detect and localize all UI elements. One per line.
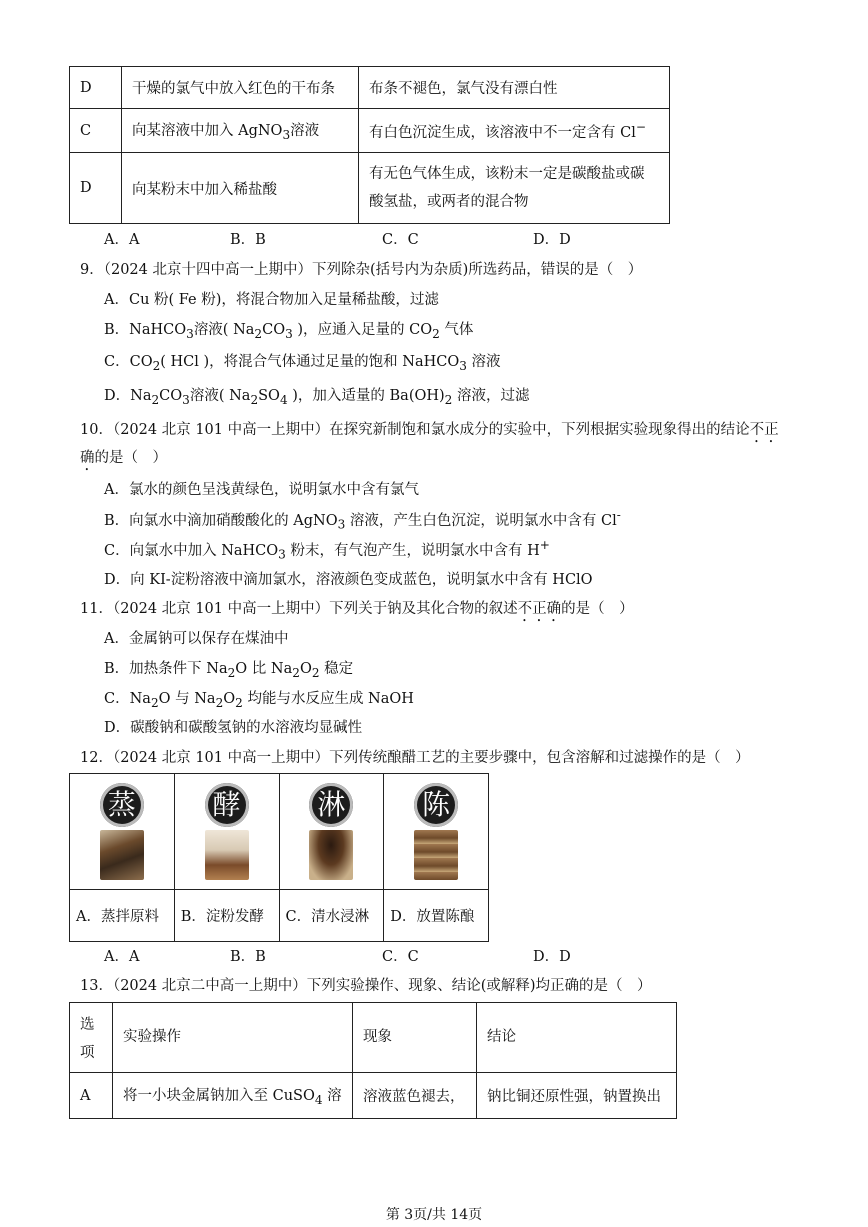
subscript: 4 — [314, 1092, 323, 1107]
text: O — [223, 691, 236, 707]
option-c[interactable]: C．C — [382, 949, 419, 965]
superscript: − — [635, 119, 646, 134]
cell-image — [384, 774, 489, 890]
subscript: 2 — [432, 326, 440, 341]
aging-char-badge: 陈 — [414, 783, 458, 827]
text: C．Na — [104, 691, 151, 707]
table-header-row — [70, 1003, 677, 1073]
text: B．加热条件下 Na — [104, 661, 228, 677]
cell-phenomenon: 溶液蓝色褪去， — [353, 1073, 477, 1119]
text: 将一小块金属钠加入至 CuSO — [123, 1088, 315, 1105]
q9-option-b[interactable] — [104, 318, 473, 341]
subscript: 3 — [278, 547, 286, 562]
q9-option-a[interactable]: A．Cu 粉( Fe 粉)，将混合物加入足量稀盐酸，过滤 — [104, 292, 439, 308]
text: 溶液，产生白色沉淀，说明氯水中含有 Cl — [345, 512, 617, 529]
q9-option-c[interactable] — [104, 350, 501, 373]
q10-option-b[interactable] — [104, 508, 621, 532]
text: 溶液，过滤 — [452, 388, 530, 404]
subscript: 3 — [285, 326, 293, 341]
text: 11．（2024 北京 101 中高一上期中）下列关于钠及其化合物的叙述 — [80, 601, 518, 617]
subscript: 2 — [444, 392, 453, 407]
text: )，应通入足量的 CO — [292, 322, 433, 338]
subscript: 2 — [292, 665, 300, 680]
q10-option-c[interactable] — [104, 538, 550, 562]
leach-char-badge: 淋 — [309, 783, 353, 827]
text: B．NaHCO — [104, 322, 187, 338]
subscript: 2 — [215, 695, 224, 710]
subscript: 2 — [311, 665, 320, 680]
option-c[interactable]: C．C — [382, 232, 419, 248]
header-operation: 实验操作 — [113, 1003, 353, 1073]
caption-c: C．清水浸淋 — [279, 890, 384, 942]
text: SO — [258, 388, 280, 404]
option-a[interactable]: A．A — [104, 232, 140, 248]
subscript: 3 — [337, 517, 346, 532]
cell-result: 布条不褪色，氯气没有漂白性 — [359, 67, 670, 109]
subscript: 2 — [151, 392, 160, 407]
subscript: 2 — [235, 695, 243, 710]
text: 粉末，有气泡产生，说明氯水中含有 H — [285, 542, 540, 559]
subscript: 3 — [459, 358, 467, 373]
q13-stem: 13．（2024 北京二中高一上期中）下列实验操作、现象、结论(或解释)均正确的是（ ） — [80, 978, 652, 994]
q11-option-a[interactable]: A．金属钠可以保存在煤油中 — [104, 631, 289, 647]
q13-table — [69, 1002, 677, 1119]
cell-operation: 干燥的氯气中放入红色的干布条 — [122, 67, 359, 109]
text: D．Na — [104, 388, 152, 404]
steam-photo — [100, 830, 144, 880]
table-row — [70, 109, 670, 153]
text: 有白色沉淀生成，该溶液中不一定含有 Cl — [369, 124, 636, 141]
cell-result — [359, 153, 670, 224]
q12-stem: 12．（2024 北京 101 中高一上期中）下列传统酿醋工艺的主要步骤中，包含溶解和过滤操作的是（ ） — [80, 750, 750, 766]
text: 溶 — [322, 1088, 342, 1105]
cell-image — [70, 774, 175, 890]
caption-a: A．蒸拌原料 — [70, 890, 175, 942]
leach-photo — [309, 830, 353, 880]
text: 10．（2024 北京 101 中高一上期中）在探究新制饱和氯水成分的实验中，下列根据实验现象得出的结论 — [80, 422, 750, 438]
text: 向某溶液中加入 AgNO — [132, 123, 283, 140]
text: 溶液 — [466, 354, 501, 370]
text: 项 — [80, 1045, 95, 1061]
text: CO — [159, 388, 183, 404]
text: ( HCl )，将混合气体通过足量的饱和 NaHCO — [160, 354, 460, 370]
superscript: - — [616, 508, 621, 522]
q11-stem — [80, 597, 634, 625]
option-d[interactable]: D．D — [533, 232, 571, 248]
subscript: 2 — [150, 695, 159, 710]
q10-stem-line2 — [80, 446, 167, 474]
q10-option-a[interactable]: A．氯水的颜色呈浅黄绿色，说明氯水中含有氯气 — [104, 482, 419, 498]
cell-operation — [113, 1073, 353, 1119]
table-q8-tail — [69, 66, 670, 224]
option-b[interactable]: B．B — [230, 232, 266, 248]
cell-result — [359, 109, 670, 153]
steam-char-badge: 蒸 — [100, 783, 144, 827]
cell-operation — [122, 109, 359, 153]
subscript: 4 — [279, 392, 288, 407]
table-row — [70, 67, 670, 109]
option-d[interactable]: D．D — [533, 949, 571, 965]
subscript: 2 — [227, 665, 236, 680]
text: O 与 Na — [158, 691, 216, 707]
text: 均能与水反应生成 NaOH — [242, 691, 414, 707]
table-row — [70, 774, 489, 890]
emphasis-text: 不正确 — [517, 601, 562, 617]
ferment-char-badge: 酵 — [205, 783, 249, 827]
q11-option-c[interactable] — [104, 687, 414, 710]
table-row — [70, 890, 489, 942]
text: CO — [262, 322, 286, 338]
table-row — [70, 1073, 677, 1119]
text: )，加入适量的 Ba(OH) — [287, 388, 445, 404]
subscript: 3 — [182, 392, 190, 407]
q9-option-d[interactable] — [104, 384, 529, 407]
superscript: + — [539, 538, 550, 552]
emphasis-text: 确 — [80, 450, 95, 466]
text: 气体 — [439, 322, 474, 338]
text: O — [299, 661, 312, 677]
cell-image — [174, 774, 279, 890]
caption-d: D．放置陈酿 — [384, 890, 489, 942]
subscript: 2 — [254, 326, 263, 341]
cell-label: C — [70, 109, 122, 153]
option-b[interactable]: B．B — [230, 949, 266, 965]
ferment-photo — [205, 830, 249, 880]
subscript: 2 — [152, 358, 161, 373]
q10-option-d[interactable]: D．向 KI-淀粉溶液中滴加氯水，溶液颜色变成蓝色，说明氯水中含有 HClO — [104, 572, 593, 588]
text: 溶液( Na — [193, 322, 255, 338]
text: B．向氯水中滴加硝酸酸化的 AgNO — [104, 512, 338, 529]
header-phenomenon: 现象 — [353, 1003, 477, 1073]
q11-option-d[interactable]: D．碳酸钠和碳酸氢钠的水溶液均显碱性 — [104, 720, 363, 736]
cell-operation: 向某粉末中加入稀盐酸 — [122, 153, 359, 224]
emphasis-text: 不正 — [749, 422, 779, 438]
option-a[interactable]: A．A — [104, 949, 140, 965]
text: 选 — [80, 1017, 95, 1033]
text: O 比 Na — [235, 661, 293, 677]
caption-b: B．淀粉发酵 — [174, 890, 279, 942]
text: 溶液( Na — [189, 388, 251, 404]
table-row — [70, 153, 670, 224]
text: C．CO — [104, 354, 153, 370]
q11-option-b[interactable] — [104, 657, 353, 680]
cell-label: D — [70, 67, 122, 109]
aging-photo — [414, 830, 458, 880]
text: 的是（ ） — [561, 601, 634, 617]
q9-stem: 9．（2024 北京十四中高一上期中）下列除杂(括号内为杂质)所选药品，错误的是（ ） — [80, 262, 643, 278]
cell-label: D — [70, 153, 122, 224]
subscript: 3 — [282, 127, 291, 142]
subscript: 3 — [186, 326, 194, 341]
cell-label: A — [70, 1073, 113, 1119]
cell-conclusion: 钠比铜还原性强，钠置换出 — [477, 1073, 677, 1119]
text: C．向氯水中加入 NaHCO — [104, 542, 279, 559]
page-number: 第 3页/共 14页 — [385, 1207, 483, 1223]
text: 酸氢盐，或两者的混合物 — [369, 194, 529, 210]
text: 溶液 — [290, 123, 320, 140]
text: 稳定 — [319, 661, 354, 677]
cell-image — [279, 774, 384, 890]
header-option — [70, 1003, 113, 1073]
header-conclusion: 结论 — [477, 1003, 677, 1073]
text: 的是（ ） — [94, 450, 167, 466]
text: 有无色气体生成，该粉末一定是碳酸盐或碳 — [369, 166, 645, 182]
subscript: 2 — [250, 392, 259, 407]
q12-steps-table — [69, 773, 489, 942]
q10-stem-line1 — [80, 418, 779, 446]
